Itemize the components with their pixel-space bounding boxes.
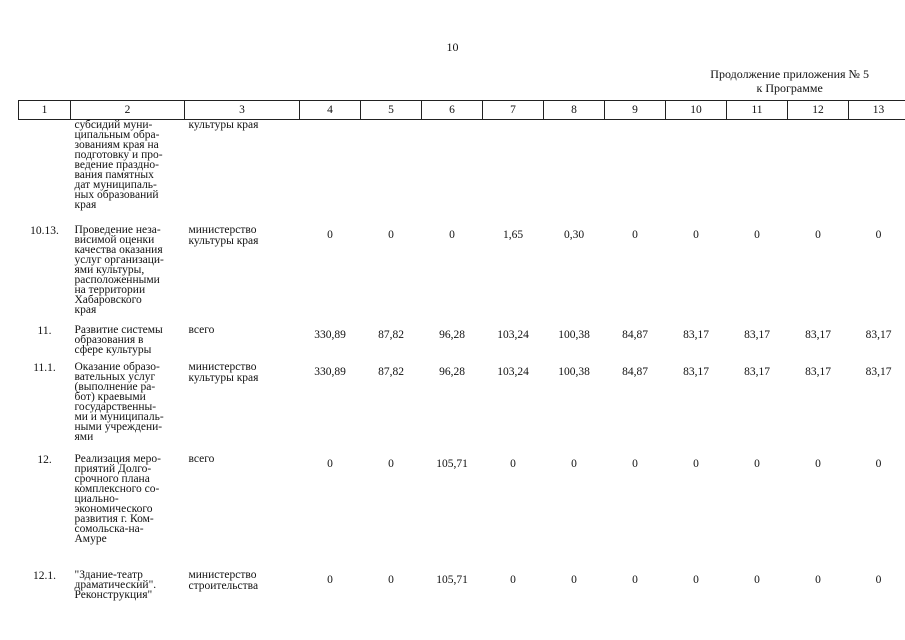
activity-name-line: экономического (74, 502, 153, 515)
header-cell: 8 (544, 101, 605, 120)
value-cell: 1,65 (502, 228, 524, 241)
activity-name-line: зованиям края на (74, 139, 159, 151)
row-number: 11. (37, 324, 52, 337)
activity-name-line: на территории (74, 283, 146, 296)
activity-name-line: бот) краевыми (74, 390, 146, 403)
activity-name-line: приятий Долго- (74, 462, 152, 475)
continuation-line-2: к Программе (756, 81, 823, 95)
activity-name (71, 452, 185, 568)
executor-line: культуры края (188, 371, 259, 384)
value-cell: 330,89 (314, 328, 346, 341)
activity-name-line: висимой оценки (74, 233, 155, 246)
value-cell: 0 (388, 457, 394, 470)
value-cell: 0 (693, 573, 699, 586)
activity-name-line: Оказание образо- (74, 360, 160, 373)
activity-name-line: ными учреждени- (74, 420, 163, 433)
value-cell: 0 (510, 457, 516, 470)
header-cell: 9 (605, 101, 666, 120)
activity-name-line: Реконструкция" (74, 588, 153, 601)
activity-name (71, 360, 185, 452)
value-cell: 103,24 (497, 365, 529, 378)
header-cell: 7 (483, 101, 544, 120)
value-cell: 103,24 (497, 328, 529, 341)
activity-name-line: Хабаровского (74, 293, 142, 306)
executor (185, 360, 300, 452)
row-number: 10.13. (30, 224, 59, 237)
row-number: 12.1. (33, 569, 56, 582)
page-number: 10 (446, 40, 459, 54)
value-cell: 105,71 (436, 457, 468, 470)
value-cell: 83,17 (744, 328, 770, 341)
executor-line: министерство (188, 568, 257, 581)
value-cell: 0 (632, 573, 638, 586)
value-cell: 0 (875, 573, 882, 586)
value-cell (727, 120, 788, 223)
value-cell: 0 (632, 457, 638, 470)
activity-name-line: края (74, 303, 97, 316)
value-cell: 83,17 (744, 365, 770, 378)
value-cell: 0 (388, 573, 394, 586)
row-number (19, 120, 71, 223)
value-cell: 0 (632, 228, 638, 241)
executor-line: министерство (188, 223, 257, 236)
header-cell: 6 (422, 101, 483, 120)
activity-name-line: Развитие системы (74, 323, 163, 336)
value-cell: 100,38 (558, 365, 590, 378)
activity-name-line: ных образований (74, 189, 159, 201)
value-cell (605, 120, 666, 223)
activity-name-line: ями культуры, (74, 263, 145, 276)
activity-name-line: (выполнение ра- (74, 380, 156, 393)
activity-name-line: вания памятных (74, 169, 154, 181)
value-cell: 83,17 (683, 365, 709, 378)
value-cell: 0 (449, 228, 455, 241)
value-cell: 0 (815, 573, 821, 586)
value-cell (544, 120, 605, 223)
activity-name-line: услуг организаци- (74, 253, 164, 266)
activity-name-line: ми и муниципаль- (74, 410, 164, 423)
value-cell: 84,87 (622, 328, 648, 341)
activity-name-line: качества оказания (74, 243, 163, 256)
value-cell (300, 120, 361, 223)
executor-line: всего (188, 323, 215, 336)
value-cell: 0 (875, 228, 882, 241)
value-cell: 0 (327, 573, 333, 586)
value-cell: 83,17 (865, 365, 892, 378)
activity-name-line: ципальным обра- (74, 129, 160, 141)
executor (185, 568, 300, 608)
executor (185, 223, 300, 323)
header-cell: 10 (666, 101, 727, 120)
activity-name-line: субсидий муни- (74, 119, 153, 131)
value-cell: 0 (693, 457, 699, 470)
continuation-note (710, 67, 869, 95)
value-cell: 0 (815, 457, 821, 470)
activity-name-line: образования в (74, 333, 144, 346)
header-cell: 2 (71, 101, 185, 120)
row-number: 11.1. (33, 361, 56, 374)
activity-name-line: государственны- (74, 400, 157, 413)
table-row (19, 568, 905, 608)
table-row (19, 452, 905, 568)
value-cell (361, 120, 422, 223)
activity-name-line: "Здание-театр (74, 568, 143, 581)
value-cell (849, 120, 905, 223)
activity-name-line: подготовку и про- (74, 149, 163, 161)
value-cell: 100,38 (558, 328, 590, 341)
executor-line: строительства (188, 579, 259, 592)
value-cell: 0 (571, 457, 577, 470)
row-number: 12. (37, 453, 52, 466)
executor-line: министерство (188, 360, 257, 373)
program-table (18, 100, 905, 608)
activity-name-line: Амуре (74, 532, 107, 545)
value-cell (788, 120, 849, 223)
value-cell (483, 120, 544, 223)
value-cell (422, 120, 483, 223)
activity-name (71, 323, 185, 360)
activity-name-line: развития г. Ком- (74, 512, 154, 525)
activity-name-line: сфере культуры (74, 343, 152, 356)
executor (185, 120, 300, 223)
value-cell: 83,17 (865, 328, 892, 341)
value-cell: 83,17 (805, 328, 831, 341)
activity-name-line: циально- (74, 492, 119, 505)
activity-name-line: сомольска-на- (74, 522, 144, 535)
value-cell: 0 (754, 573, 760, 586)
value-cell: 0 (693, 228, 699, 241)
continuation-line-1: Продолжение приложения № 5 (710, 67, 869, 81)
value-cell: 83,17 (805, 365, 831, 378)
activity-name-line: Проведение неза- (74, 223, 161, 236)
value-cell: 0 (875, 457, 882, 470)
table-row (19, 360, 905, 452)
header-cell: 3 (185, 101, 300, 120)
table-row (19, 323, 905, 360)
value-cell: 0 (815, 228, 821, 241)
activity-name-line: комплексного со- (74, 482, 160, 495)
executor (185, 452, 300, 568)
activity-name (71, 568, 185, 608)
activity-name-line: ями (74, 430, 94, 443)
activity-name (71, 120, 185, 223)
activity-name-line: ведение праздно- (74, 159, 159, 171)
activity-name-line: драматический". (74, 578, 157, 591)
activity-name (71, 223, 185, 323)
table-row (19, 120, 905, 223)
header-cell: 1 (19, 101, 71, 120)
value-cell: 0 (327, 457, 333, 470)
table-row (19, 223, 905, 323)
activity-name-line: вательных услуг (74, 370, 156, 383)
value-cell: 330,89 (314, 365, 346, 378)
value-cell: 87,82 (378, 365, 404, 378)
value-cell: 0 (754, 457, 760, 470)
header-cell: 4 (300, 101, 361, 120)
value-cell: 0 (327, 228, 333, 241)
value-cell: 96,28 (439, 365, 465, 378)
activity-name-line: Реализация меро- (74, 452, 161, 465)
header-cell: 5 (361, 101, 422, 120)
value-cell: 0 (510, 573, 516, 586)
value-cell: 0 (754, 228, 760, 241)
value-cell: 83,17 (683, 328, 709, 341)
value-cell: 0 (388, 228, 394, 241)
header-cell: 12 (788, 101, 849, 120)
executor-line: всего (188, 452, 215, 465)
value-cell: 0 (571, 573, 577, 586)
value-cell: 105,71 (436, 573, 468, 586)
value-cell: 96,28 (439, 328, 465, 341)
value-cell: 84,87 (622, 365, 648, 378)
executor-line: культуры края (188, 234, 259, 247)
value-cell (666, 120, 727, 223)
activity-name-line: расположенными (74, 273, 160, 286)
executor (185, 323, 300, 360)
activity-name-line: дат муниципаль- (74, 179, 157, 191)
value-cell: 87,82 (378, 328, 404, 341)
header-row (19, 101, 905, 120)
header-cell: 13 (849, 101, 905, 120)
executor-line: культуры края (188, 119, 259, 131)
header-cell: 11 (727, 101, 788, 120)
activity-name-line: края (74, 199, 97, 211)
activity-name-line: срочного плана (74, 472, 150, 485)
table-body (19, 120, 905, 608)
value-cell: 0,30 (563, 228, 585, 241)
